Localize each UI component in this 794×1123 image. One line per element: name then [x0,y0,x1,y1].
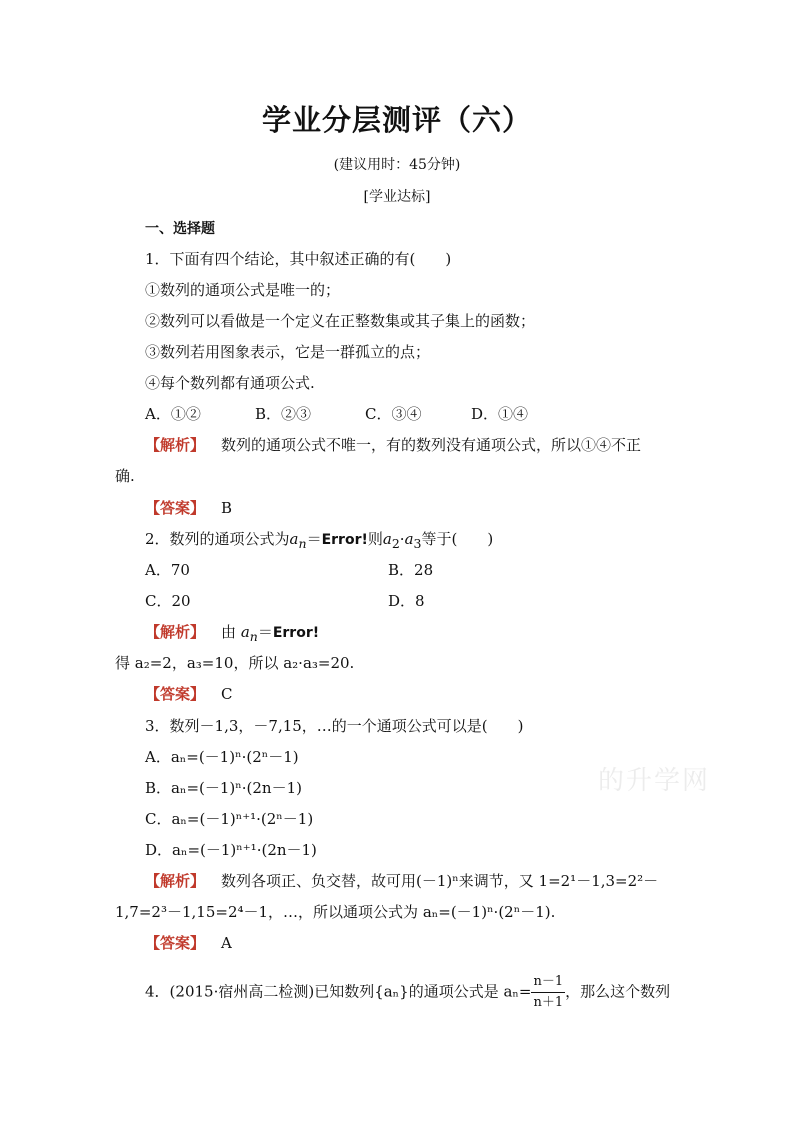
q1-statement-3: ③数列若用图象表示，它是一群孤立的点； [145,343,431,361]
q2-option-c: C．20 [145,592,191,610]
q2-option-d: D．8 [388,592,425,610]
q1-answer [145,498,232,518]
q2-analysis: 【解析】 由 $a_n=Error$! [145,623,320,644]
q3-analysis [145,871,658,891]
section-heading: 一、选择题 [145,221,215,237]
q2-options-row1 [145,560,433,580]
q3-analysis-cont: 1,7=2³－1,15=2⁴－1，…，所以通项公式为 aₙ=(－1)ⁿ·(2ⁿ－1). [115,903,556,921]
q2-answer [145,684,233,704]
q1-analysis-cont: 确. [115,467,135,485]
answer-tag: 【答案】 [145,934,206,952]
q4-fraction [531,972,565,1013]
q4-stem-prefix: 4．(2015·宿州高二检测)已知数列{aₙ}的通项公式是 aₙ= [145,982,532,1001]
q1-options [145,404,528,424]
answer-tag: 【答案】 [145,499,206,517]
q2-result: 得 a₂=2，a₃=10，所以 a₂·a₃=20. [115,654,355,672]
q2-stem-suffix: 则 [367,530,383,548]
q2-stem: 2．数列的通项公式为$a_n=Error$!则$a_2\cdot a_3$等于( ) [145,530,494,551]
q1-statement-2: ②数列可以看做是一个定义在正整数集或其子集上的函数； [145,312,536,330]
page-title: 学业分层测评（六） [261,103,532,137]
q3-option-c: C．aₙ=(－1)ⁿ⁺¹·(2ⁿ－1) [145,810,314,828]
q3-option-a: A．aₙ=(－1)ⁿ·(2ⁿ－1) [145,748,299,766]
q4-stem-suffix: ，那么这个数列 [565,982,671,1001]
q4-fraction-denominator: n＋1 [533,995,564,1010]
q2-analysis-prefix: 由 [221,623,237,641]
analysis-tag: 【解析】 [145,872,206,890]
q3-option-b: B．aₙ=(－1)ⁿ·(2n－1) [145,779,302,797]
q2-stem-prefix: 2．数列的通项公式为 [145,530,290,548]
q1-analysis-text: 数列的通项公式不唯一，有的数列没有通项公式，所以①④不正 [221,436,642,454]
q4-fraction-numerator: n－1 [531,972,565,993]
q3-analysis-text: 数列各项正、负交替，故可用(－1)ⁿ来调节，又 1=2¹－1,3=2²－ [221,872,659,890]
q2-option-b: B．28 [388,561,434,579]
answer-tag: 【答案】 [145,685,206,703]
watermark: 的升学网 [598,766,711,796]
q1-analysis [145,435,641,455]
q1-statement-1: ①数列的通项公式是唯一的； [145,281,341,299]
q2-answer-value: C [221,685,233,703]
time-note: (建议用时：45分钟) [333,157,461,173]
section-tag: [学业达标] [363,189,431,205]
q2-analysis-error: Error! [272,625,320,641]
q2-options-row2 [145,591,425,611]
q1-statement-4: ④每个数列都有通项公式. [145,374,315,392]
q3-answer [145,933,232,953]
q3-stem: 3．数列－1,3，－7,15，…的一个通项公式可以是( ) [145,717,524,735]
q1-option-d: D．①④ [471,405,529,423]
q1-option-a: A．①② [145,405,201,423]
q1-stem: 1．下面有四个结论，其中叙述正确的有( ) [145,250,452,268]
analysis-tag: 【解析】 [145,623,206,641]
q3-answer-value: A [221,934,232,952]
q1-option-b: B．②③ [255,405,312,423]
q1-option-c: C．③④ [365,405,422,423]
q4-stem [145,972,670,1013]
q2-error-field: Error! [321,532,368,548]
q2-option-a: A．70 [145,561,190,579]
q3-option-d: D．aₙ=(－1)ⁿ⁺¹·(2n－1) [145,841,317,859]
analysis-tag: 【解析】 [145,436,206,454]
q1-answer-value: B [221,499,233,517]
q2-stem-end: 等于( ) [421,530,494,548]
